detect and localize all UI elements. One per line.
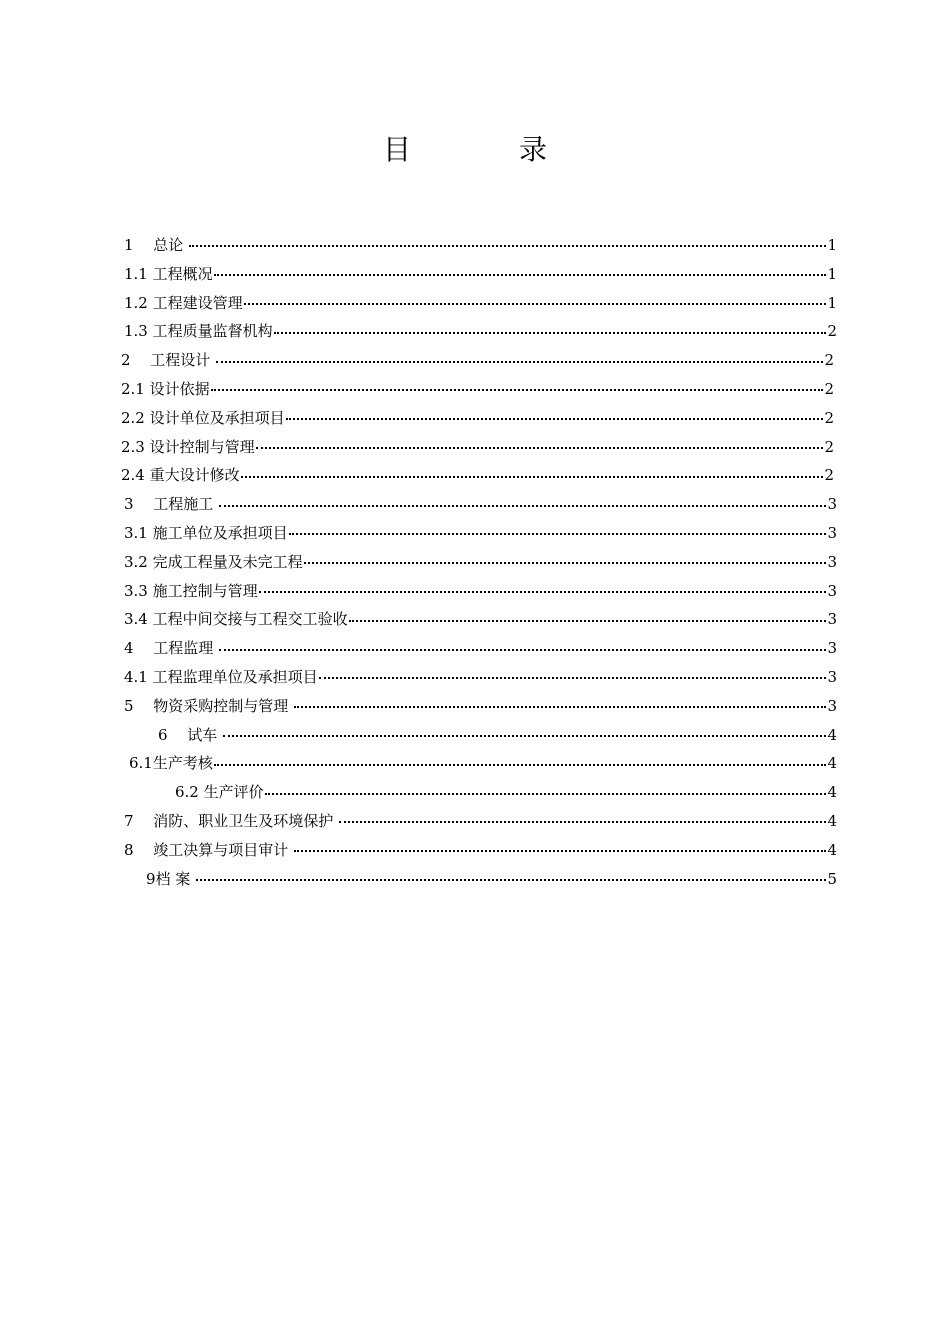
toc-entry-label: 5 物资采购控制与管理: [124, 696, 294, 715]
toc-dot-leader: [294, 706, 826, 708]
toc-entry[interactable]: [124, 317, 837, 346]
toc-entry[interactable]: [129, 749, 837, 778]
toc-entry-page-number: 4: [827, 754, 837, 773]
toc-entry-page-number: 1: [827, 236, 837, 254]
toc-entry[interactable]: [175, 778, 837, 807]
toc-entry[interactable]: [124, 836, 837, 865]
toc-entry-label: 4 工程监理: [124, 639, 219, 658]
toc-entry-page-number: 4: [827, 811, 837, 830]
toc-entry[interactable]: [146, 865, 837, 894]
toc-entry-page-number: 5: [827, 869, 837, 888]
toc-entry-page-number: 2: [824, 408, 834, 427]
toc-entry-page-number: 3: [827, 552, 837, 571]
toc-entry-label: 3 工程施工: [124, 495, 219, 514]
toc-dot-leader: [211, 389, 823, 391]
toc-dot-leader: [214, 274, 826, 276]
toc-entry-page-number: 3: [827, 667, 837, 686]
toc-entry-page-number: 3: [827, 639, 837, 658]
toc-entry-label: 6.1生产考核: [129, 754, 213, 773]
toc-entry-page-number: 3: [827, 610, 837, 629]
toc-dot-leader: [219, 649, 826, 651]
toc-entry-page-number: 4: [827, 783, 837, 802]
toc-entry[interactable]: [124, 634, 837, 663]
toc-entry-page-number: 3: [827, 696, 837, 715]
toc-dot-leader: [259, 591, 826, 593]
toc-entry[interactable]: [121, 433, 834, 462]
toc-entry-label: 3.1 施工单位及承担项目: [124, 523, 288, 542]
page-title: 目 录: [382, 133, 587, 166]
toc-entry[interactable]: [124, 260, 837, 289]
toc-entry-label: 2 工程设计: [121, 351, 216, 370]
toc-entry-label: 9档 案: [146, 869, 196, 888]
toc-entry-label: 6 试车: [158, 725, 223, 744]
toc-entry[interactable]: [124, 490, 837, 519]
toc-entry-page-number: 3: [827, 523, 837, 542]
toc-entry-label: 1.1 工程概况: [124, 264, 213, 283]
toc-entry[interactable]: [121, 375, 834, 404]
toc-entry[interactable]: [121, 461, 834, 490]
toc-entry-label: 7 消防、职业卫生及环境保护: [124, 811, 339, 830]
toc-dot-leader: [256, 447, 823, 449]
toc-entry[interactable]: [124, 663, 837, 692]
toc-entry[interactable]: [124, 519, 837, 548]
toc-dot-leader: [274, 332, 826, 334]
toc-entry-label: 2.2 设计单位及承担项目: [121, 408, 285, 427]
toc-entry[interactable]: [121, 404, 834, 433]
toc-entry-label: 1 总论: [124, 236, 189, 254]
toc-entry-page-number: 2: [824, 437, 834, 456]
toc-dot-leader: [289, 533, 826, 535]
toc-entry-page-number: 2: [824, 351, 834, 370]
toc-dot-leader: [196, 879, 826, 881]
toc-entry-label: 4.1 工程监理单位及承担项目: [124, 667, 318, 686]
toc-dot-leader: [244, 303, 826, 305]
toc-entry-label: 3.2 完成工程量及未完工程: [124, 552, 303, 571]
toc-dot-leader: [216, 361, 823, 363]
toc-entry-label: 3.4 工程中间交接与工程交工验收: [124, 610, 348, 629]
toc-entry-label: 2.1 设计依据: [121, 379, 210, 398]
toc-entry[interactable]: [124, 605, 837, 634]
toc-entry-page-number: 3: [827, 581, 837, 600]
toc-entry-page-number: 3: [827, 495, 837, 514]
toc-entry-label: 6.2 生产评价: [175, 783, 264, 802]
toc-entry[interactable]: [124, 692, 837, 721]
toc-entry[interactable]: [158, 721, 837, 750]
toc-entry-page-number: 2: [824, 379, 834, 398]
toc-entry[interactable]: [124, 807, 837, 836]
toc-entry-page-number: 1: [827, 264, 837, 283]
toc-entry[interactable]: [124, 577, 837, 606]
toc-dot-leader: [241, 476, 823, 478]
toc-entry[interactable]: [121, 346, 834, 375]
toc-dot-leader: [189, 245, 826, 247]
table-of-contents: [0, 231, 950, 893]
toc-entry-label: 1.2 工程建设管理: [124, 293, 243, 312]
toc-dot-leader: [286, 418, 823, 420]
toc-entry[interactable]: [124, 289, 837, 318]
toc-dot-leader: [214, 764, 826, 766]
toc-entry-page-number: 4: [827, 725, 837, 744]
toc-entry[interactable]: [124, 548, 837, 577]
toc-entry-page-number: 2: [824, 466, 834, 485]
toc-entry-label: 3.3 施工控制与管理: [124, 581, 258, 600]
toc-dot-leader: [265, 793, 826, 795]
toc-entry-label: 2.3 设计控制与管理: [121, 437, 255, 456]
toc-dot-leader: [219, 505, 826, 507]
toc-dot-leader: [319, 677, 826, 679]
toc-dot-leader: [294, 850, 826, 852]
toc-entry-page-number: 1: [827, 293, 837, 312]
toc-entry-label: 8 竣工决算与项目审计: [124, 840, 294, 859]
toc-dot-leader: [304, 562, 826, 564]
toc-entry-page-number: 2: [827, 322, 837, 341]
toc-dot-leader: [339, 821, 826, 823]
toc-entry[interactable]: [124, 231, 837, 260]
toc-entry-page-number: 4: [827, 840, 837, 859]
toc-entry-label: 2.4 重大设计修改: [121, 466, 240, 485]
toc-entry-label: 1.3 工程质量监督机构: [124, 322, 273, 341]
toc-dot-leader: [349, 620, 826, 622]
toc-dot-leader: [223, 735, 826, 737]
